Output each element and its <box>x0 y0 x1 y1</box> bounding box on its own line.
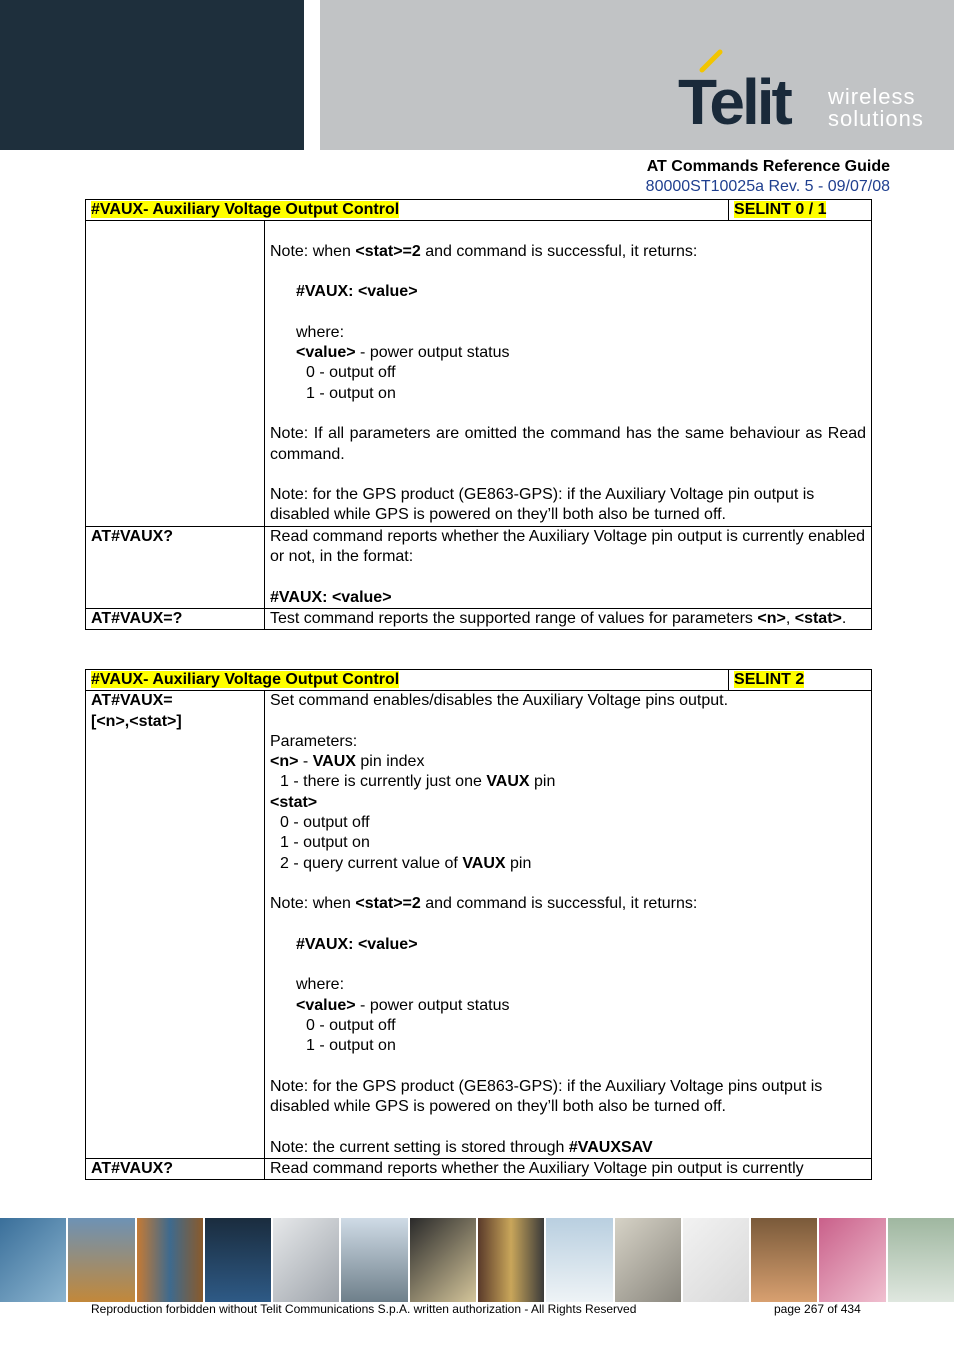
footer-photo <box>546 1218 612 1302</box>
footer-photo <box>615 1218 681 1302</box>
set-command-name: AT#VAUX= [<n>,<stat>] <box>86 691 265 1159</box>
footer-photo <box>137 1218 203 1302</box>
set-description-cont: Note: when <stat>=2 and command is successful, it returns: #VAUX: <value> where: <value> - power output status 0 - output off 1 - output on Note: If all parameters are omitted the command has the same behaviour as Read command. Note: for the GPS product (GE863-GPS): if the Auxiliary Voltage pin output is disabled while GPS is powered on they’ll both also be turned off. <box>265 221 872 526</box>
footer-photo <box>478 1218 544 1302</box>
table-row <box>86 221 872 526</box>
logo-tagline-1: wireless <box>828 84 916 109</box>
copyright-note: Reproduction forbidden without Telit Communications S.p.A. written authorization - All Rights Reserved <box>91 1302 637 1316</box>
read-command-desc: Read command reports whether the Auxiliary Voltage pin output is currently enabled or not, in the format: <box>270 527 866 566</box>
table-header-row <box>86 200 872 221</box>
doc-title: AT Commands Reference Guide <box>646 158 890 175</box>
footer-photo <box>819 1218 885 1302</box>
header-dark-panel <box>0 0 304 150</box>
note-gps: Note: for the GPS product (GE863-GPS): if the Auxiliary Voltage pins output is disabled while GPS is powered on they’ll both also be turned off. <box>270 1077 823 1116</box>
table-row <box>86 691 872 1159</box>
footer-photo <box>273 1218 339 1302</box>
footer-photo <box>683 1218 749 1302</box>
command-table-selint-2 <box>85 669 872 1180</box>
page-number: page 267 of 434 <box>774 1302 861 1316</box>
set-command-desc: Set command enables/disables the Auxiliary Voltage pins output. Parameters: <n> - VAUX pin index 1 - there is currently just one VAUX pin <stat> 0 - output off 1 - output on 2 - query current value of VAUX pin Note: when <stat>=2 and command is successful, it returns: #VAUX: <value> where: <value> - power output status 0 - output off 1 - output on Note: for the GPS product (GE863-GPS): if the Auxiliary Voltage pins output is disabled while GPS is powered on they’ll both also be turned off. Note: the current setting is stored through #VAUXSAV <box>265 691 872 1159</box>
read-command-name: AT#VAUX? <box>86 526 265 608</box>
telit-logo <box>676 46 936 136</box>
read-command-name: AT#VAUX? <box>86 1159 265 1180</box>
table-title: #VAUX- Auxiliary Voltage Output Control <box>91 201 400 218</box>
note-gps: Note: for the GPS product (GE863-GPS): if the Auxiliary Voltage pin output is disabled while GPS is powered on they’ll both also be turned off. <box>270 486 815 524</box>
doc-revision: 80000ST10025a Rev. 5 - 09/07/08 <box>645 178 890 195</box>
note-omitted-params: Note: If all parameters are omitted the command has the same behaviour as Read command. <box>270 425 867 463</box>
table-title: #VAUX- Auxiliary Voltage Output Control <box>91 671 400 688</box>
selint-badge: SELINT 2 <box>734 671 805 688</box>
footer-photo-strip <box>0 1218 954 1302</box>
table-row <box>86 1159 872 1180</box>
response-format: #VAUX: <value> <box>296 283 418 301</box>
selint-badge: SELINT 0 / 1 <box>734 201 827 218</box>
table-row <box>86 608 872 629</box>
read-format: #VAUX: <value> <box>270 588 392 606</box>
logo-word: Telit <box>678 66 790 136</box>
footer-photo <box>68 1218 134 1302</box>
footer-photo <box>410 1218 476 1302</box>
table-row <box>86 526 872 608</box>
table-header-row <box>86 670 872 691</box>
test-command-desc: Test command reports the supported range of values for parameters <n>, <stat>. <box>265 608 872 629</box>
footer-photo <box>751 1218 817 1302</box>
command-table-selint-0-1 <box>85 199 872 630</box>
footer-photo <box>888 1218 954 1302</box>
response-format: #VAUX: <value> <box>296 935 418 953</box>
logo-tagline-2: solutions <box>828 106 924 131</box>
note-save: Note: the current setting is stored through #VAUXSAV <box>270 1138 653 1156</box>
footer-photo <box>205 1218 271 1302</box>
read-command-desc: Read command reports whether the Auxiliary Voltage pin output is currently <box>265 1159 872 1180</box>
test-command-name: AT#VAUX=? <box>86 608 265 629</box>
footer-photo <box>341 1218 407 1302</box>
footer-photo <box>0 1218 66 1302</box>
